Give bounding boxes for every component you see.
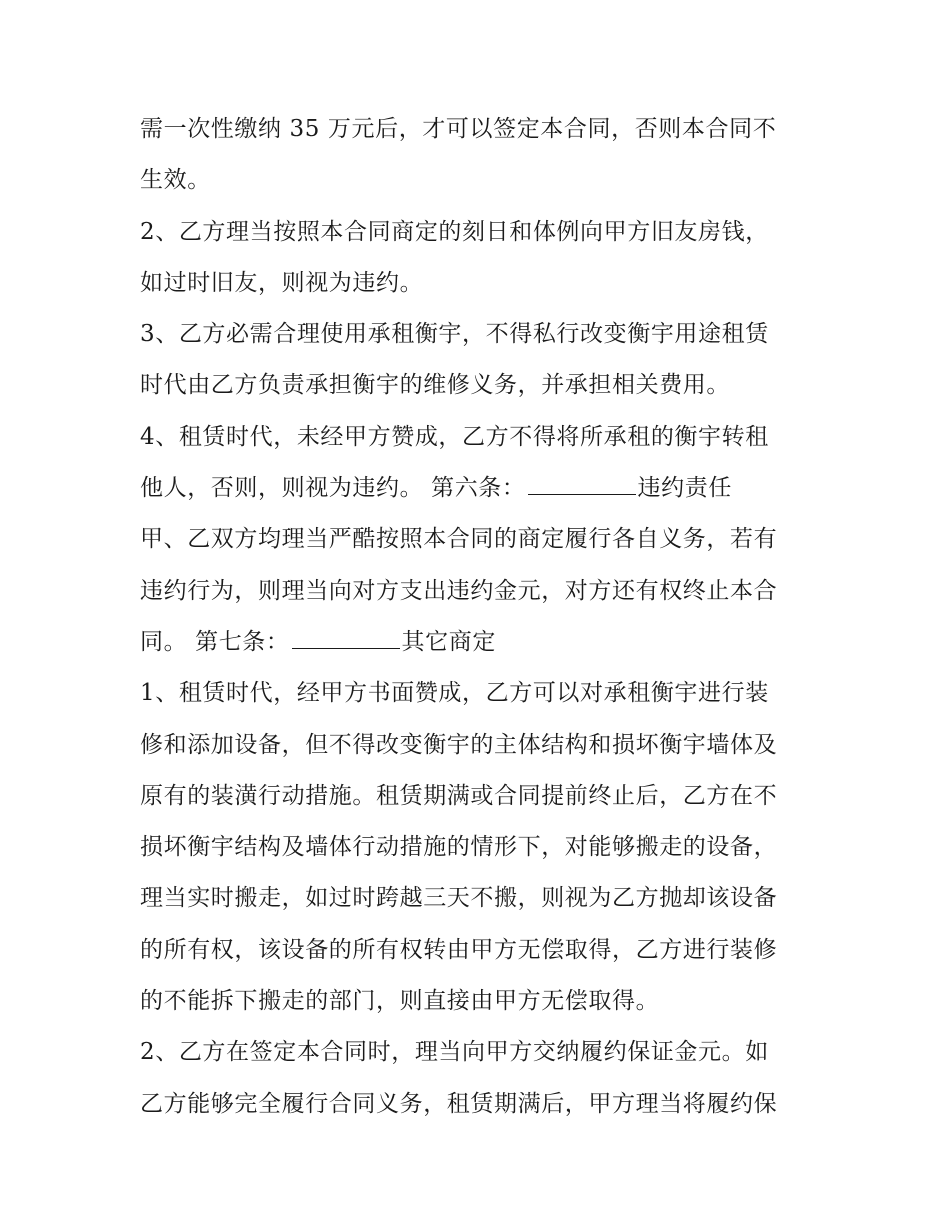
text-line: 甲、乙双方均理当严酷按照本合同的商定履行各自义务，若有 <box>140 526 778 553</box>
text-line: 1、租赁时代，经甲方书面赞成，乙方可以对承租衡宇进行装 <box>140 680 769 707</box>
text-line: 2、乙方在签定本合同时，理当向甲方交纳履约保证金元。如 <box>140 1039 769 1066</box>
text-line: 违约行为，则理当向对方支出违约金元，对方还有权终止本合 <box>140 577 778 604</box>
text-line: 损坏衡宇结构及墙体行动措施的情形下，对能够搬走的设备， <box>140 834 778 861</box>
text-line: 需一次性缴纳 35 万元后，才可以签定本合同，否则本合同不 <box>140 116 777 142</box>
text-line: 2、乙方理当按照本合同商定的刻日和体例向甲方旧友房钱， <box>140 218 769 245</box>
section-heading: 其它商定 <box>401 628 496 655</box>
text-line: 时代由乙方负责承担衡宇的维修义务，并承担相关费用。 <box>140 372 730 399</box>
text-line: 乙方能够完全履行合同义务，租赁期满后，甲方理当将履约保 <box>140 1090 778 1117</box>
text-line: 3、乙方必需合理使用承租衡宇，不得私行改变衡宇用途租赁 <box>140 321 769 348</box>
text-line: 的所有权，该设备的所有权转由甲方无偿取得，乙方进行装修 <box>140 936 778 963</box>
text-line: 生效。 <box>140 167 211 194</box>
fill-in-blank <box>528 474 636 495</box>
text-line: 如过时旧友，则视为违约。 <box>140 269 424 296</box>
text-line: 修和添加设备，但不得改变衡宇的主体结构和损坏衡宇墙体及 <box>140 731 778 758</box>
text-line <box>140 463 830 514</box>
text-line: 理当实时搬走，如过时跨越三天不搬，则视为乙方抛却该设备 <box>140 885 778 912</box>
text-segment: 同。 第七条： <box>140 628 290 655</box>
contract-text <box>140 104 830 1130</box>
fill-in-blank <box>292 628 400 649</box>
text-line: 4、租赁时代，未经甲方赞成，乙方不得将所承租的衡宇转租 <box>140 423 769 450</box>
text-segment: 他人，否则，则视为违约。 第六条： <box>140 475 526 502</box>
text-line: 的不能拆下搬走的部门，则直接由甲方无偿取得。 <box>140 988 660 1015</box>
section-heading: 违约责任 <box>637 475 732 502</box>
text-line <box>140 617 830 668</box>
text-line: 原有的装潢行动措施。租赁期满或合同提前终止后，乙方在不 <box>140 782 778 809</box>
